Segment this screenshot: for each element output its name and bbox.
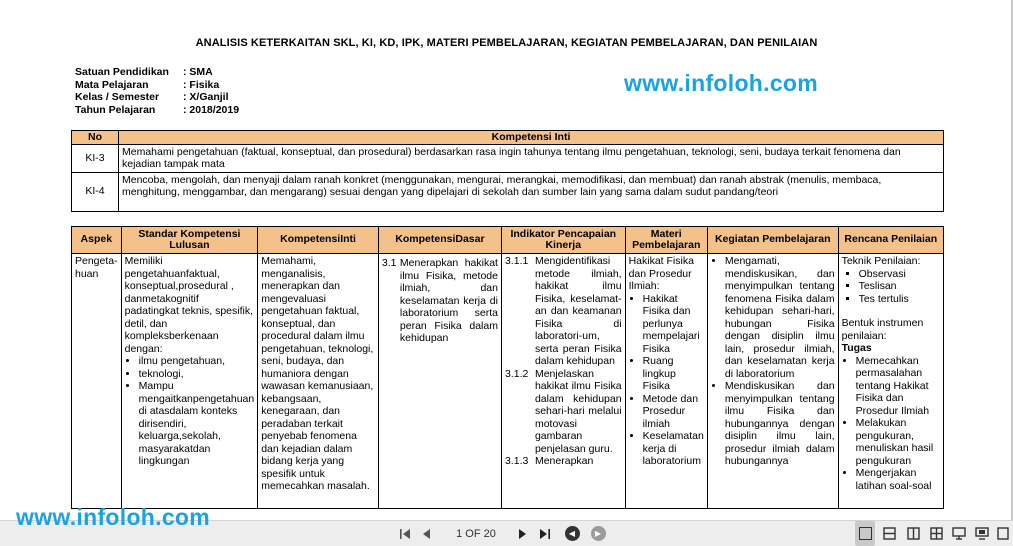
- single-page-icon: [859, 527, 872, 540]
- document-title: ANALISIS KETERKAITAN SKL, KI, KD, IPK, MATERI PEMBELAJARAN, KEGIATAN PEMBELAJARAN, DAN PENILAIAN: [195, 37, 818, 49]
- cell-kd: [378, 254, 501, 509]
- list-item: • Melakukan pengukuran, menuliskan hasil pengukuran: [856, 417, 940, 467]
- meta-label: Tahun Pelajaran: [75, 103, 156, 116]
- kd-number: 3.1: [381, 257, 397, 269]
- ki-code: KI-3: [72, 144, 119, 172]
- page-indicator[interactable]: 1 OF 20: [456, 527, 496, 540]
- header-ki: KompetensiInti: [258, 227, 379, 254]
- list-item: • Mengerjakan latihan soal-soal: [856, 467, 940, 492]
- continuous-page-icon: [883, 527, 896, 540]
- list-item: ▪ Observasi: [859, 268, 940, 281]
- ki-header-no: No: [72, 131, 119, 145]
- list-item: • Ruang lingkup Fisika: [643, 355, 704, 393]
- analysis-table: [71, 226, 944, 509]
- single-page-view-button[interactable]: [855, 521, 875, 546]
- continuous-view-button[interactable]: [879, 521, 899, 546]
- two-page-view-button[interactable]: [903, 521, 923, 546]
- cell-penilaian: [838, 254, 943, 509]
- first-page-icon: [399, 528, 411, 540]
- ipk-number: 3.1.3: [504, 455, 529, 467]
- back-button[interactable]: [563, 521, 581, 546]
- cell-aspek: Pengeta-huan: [72, 254, 122, 509]
- previous-page-button[interactable]: [418, 521, 434, 546]
- last-page-button[interactable]: [536, 521, 554, 546]
- materi-intro: Hakikat Fisika dan Prosedur Ilmiah:: [628, 255, 694, 292]
- kompetensi-inti-table: [71, 130, 944, 212]
- next-page-icon: [518, 528, 528, 540]
- header-kegiatan: Kegiatan Pembelajaran: [707, 227, 838, 254]
- meta-value: : SMA: [183, 66, 213, 78]
- meta-value: : Fisika: [183, 78, 220, 91]
- meta-row: [75, 91, 239, 104]
- ipk-number: 3.1.2: [504, 367, 529, 380]
- watermark-text: www.infoloh.com: [16, 504, 211, 530]
- fullscreen-icon: [997, 527, 1009, 540]
- list-item: • Memecahkan permasalahan tentang Hakikat Fisika dan Prosedur Ilmiah: [856, 355, 940, 418]
- list-item: ▪ Tes tertulis: [859, 293, 940, 306]
- table-row: [72, 254, 944, 509]
- ipk-text: Menjelaskan hakikat ilmu Fisika dalam kehidupan sehari-hari melalui motovasi gambaran penjelasan guru.: [534, 367, 622, 455]
- header-skl: Standar Kompetensi Lulusan: [121, 227, 258, 254]
- meta-row: [75, 79, 239, 92]
- ki-header-ki: Kompetensi Inti: [119, 131, 944, 145]
- forward-button[interactable]: [589, 521, 607, 546]
- ki-text: Memahami pengetahuan (faktual, konseptual, dan prosedural) berdasarkan rasa ingin tahunya tentang ilmu pengetahuan, teknologi, seni, budaya terkait fenomena dan kejadian tampak mata: [119, 144, 944, 172]
- meta-label: Satuan Pendidikan: [75, 66, 169, 78]
- ipk-text: Mengidentifikasi metode ilmiah, hakikat ilmu Fisika, keselamat-an dan keamanan Fisika di laboratori-um, serta peran Fisika dalam kehidupan: [534, 255, 622, 367]
- grid-icon: [930, 527, 943, 540]
- meta-value: : X/Ganjil: [183, 91, 229, 103]
- skl-intro: Memiliki pengetahuanfaktual, konseptual,prosedural , danmetakognitif padatingkat teknis, spesifik, detil, dan kompleksberkenaan dengan:: [124, 255, 254, 355]
- presentation-icon: [952, 527, 966, 540]
- list-item: ▪ Teslisan: [859, 280, 940, 293]
- header-aspek: Aspek: [72, 227, 122, 254]
- document-meta: [75, 66, 239, 116]
- presentation-button[interactable]: [949, 521, 969, 546]
- meta-row: [75, 66, 239, 79]
- ipk-number: 3.1.1: [504, 255, 529, 267]
- list-item: • Hakikat Fisika dan perlunya mempelajari Fisika: [643, 293, 704, 356]
- kd-text: Menerapkan hakikat ilmu Fisika, metode ilmiah, dan keselamatan kerja di laboratorium serta peran Fisika dalam kehidupan: [399, 257, 498, 344]
- ki-code: KI-4: [72, 172, 119, 211]
- cell-kegiatan: [707, 254, 838, 509]
- table-row: [72, 144, 944, 172]
- meta-row: [75, 104, 239, 117]
- ki-text: Mencoba, mengolah, dan menyaji dalam ranah konkret (menggunakan, mengurai, merangkai, memodifikasi, dan membuat) dan ranah abstrak (menulis, membaca, menghitung, menggambar, dan mengarang) sesuai dengan yang dipelajari di sekolah dan sumber lain yang sama dalam sudut pandang/teori: [119, 172, 944, 211]
- cell-ki: Memahami, menganalisis, menerapkan dan mengevaluasi pengetahuan faktual, konseptual, dan procedural dalam ilmu pengetahuan, teknologi, seni, budaya, dan humaniora dengan wawasan kemanusiaan, kebangsaan, kenegaraan, dan peradaban terkait penyebab fenomena dan kejadian dalam bidang kerja yang spesifik untuk memecahkan masalah.: [258, 254, 379, 509]
- list-item: • Mengamati, mendiskusikan, dan menyimpulkan tentang fenomena Fisika dalam kehidupan sehari-hari, hubungan Fisika dengan disiplin ilmu lain, prosedur ilmiah, dan keselamatan kerja di laboratorium: [725, 255, 835, 380]
- fullscreen-button[interactable]: [995, 521, 1011, 546]
- monitor-icon: [975, 527, 989, 540]
- forward-icon: ▶: [591, 526, 606, 541]
- grid-view-button[interactable]: [926, 521, 946, 546]
- list-item: • Mampu mengaitkanpengetahuan di atasdalam konteks dirisendiri, keluarga,sekolah, masyarakatdan lingkungan: [139, 380, 255, 468]
- header-materi: Materi Pembelajaran: [625, 227, 707, 254]
- teknik-label: Teknik Penilaian:: [841, 255, 921, 267]
- cell-skl: [121, 254, 258, 509]
- list-item: • Mendiskusikan dan menyimpulkan tentang ilmu Fisika dan hubungannya dengan disiplin ilmu lain, prosedur ilmiah dalam hubungannya: [725, 380, 835, 468]
- last-page-icon: [539, 528, 551, 540]
- ipk-text: Menerapkan: [534, 455, 594, 467]
- header-kd: KompetensiDasar: [378, 227, 501, 254]
- tugas-label: Tugas: [841, 342, 872, 354]
- meta-label: Kelas / Semester: [75, 91, 160, 103]
- list-item: • ilmu pengetahuan,: [139, 355, 255, 368]
- list-item: • Metode dan Prosedur ilmiah: [643, 393, 704, 431]
- two-page-icon: [907, 527, 920, 540]
- header-penilaian: Rencana Penilaian: [838, 227, 943, 254]
- cell-materi: [625, 254, 707, 509]
- cell-ipk: [501, 254, 625, 509]
- meta-label: Mata Pelajaran: [75, 78, 149, 91]
- back-icon: ◀: [565, 526, 580, 541]
- list-item: • teknologi,: [139, 368, 255, 381]
- bentuk-label: Bentuk instrumen penilaian:: [841, 317, 924, 342]
- next-page-button[interactable]: [515, 521, 531, 546]
- thumbnail-button[interactable]: [972, 521, 992, 546]
- list-item: • Keselamatan kerja di laboratorium: [643, 430, 704, 468]
- meta-value: : 2018/2019: [183, 103, 240, 116]
- header-ipk: Indikator Pencapaian Kinerja: [501, 227, 625, 254]
- previous-page-icon: [421, 528, 431, 540]
- watermark-text: www.infoloh.com: [624, 70, 819, 96]
- table-row: [72, 172, 944, 211]
- first-page-button[interactable]: [396, 521, 414, 546]
